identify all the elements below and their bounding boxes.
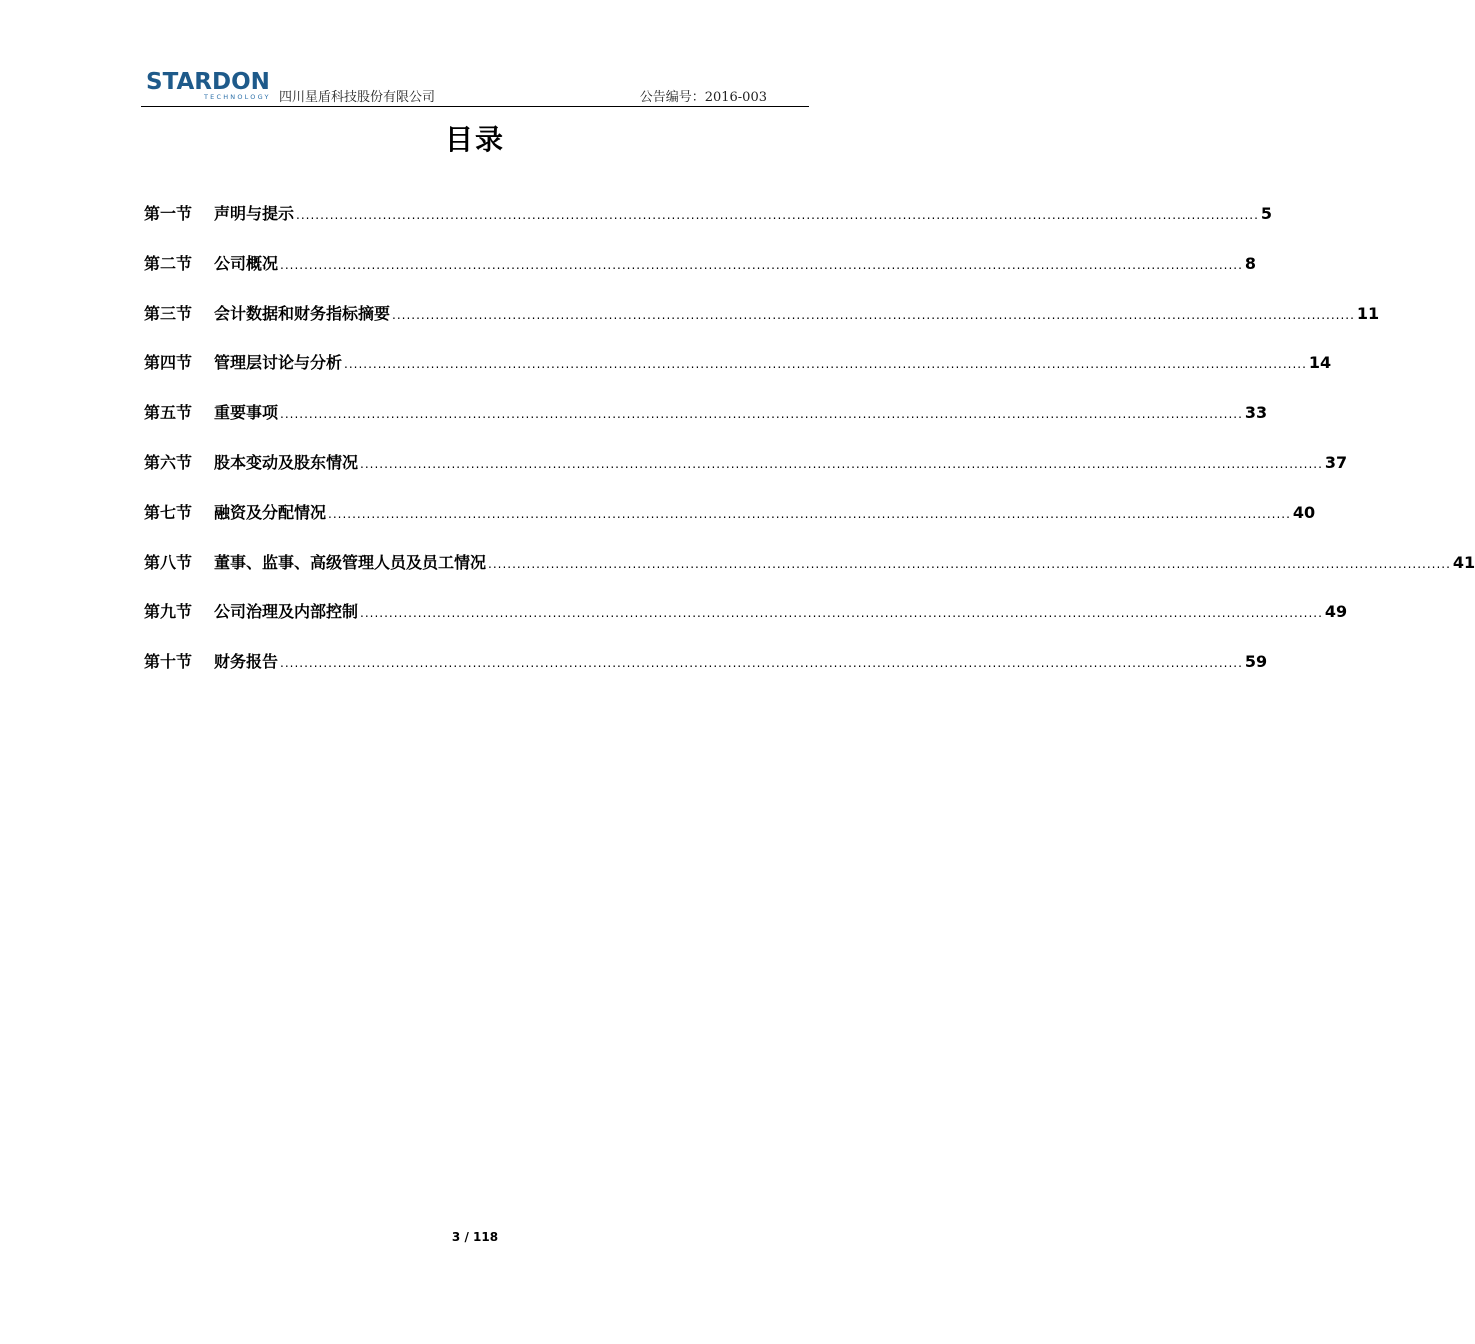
toc-entry[interactable]	[144, 349, 1332, 399]
toc-section-number: 第二节	[144, 253, 193, 273]
toc-section-number: 第七节	[144, 502, 193, 522]
toc-entry[interactable]	[144, 300, 1380, 350]
toc-page-number: 8	[1244, 253, 1257, 273]
page-indicator: 3 / 118	[451, 1230, 499, 1244]
toc-section-number: 第一节	[144, 204, 193, 223]
toc-leader-dots: ........................................................................................................................................................................................................	[360, 606, 1323, 621]
toc-section-number: 第六节	[144, 452, 193, 472]
toc-entry[interactable]	[144, 648, 1268, 698]
toc-page-number: 37	[1324, 452, 1348, 472]
toc-page-number: 40	[1292, 502, 1316, 522]
page-title: 目录	[444, 123, 505, 156]
toc-section-title: 融资及分配情况	[214, 502, 327, 522]
toc-section-number: 第十节	[144, 652, 193, 672]
toc-leader-dots: ........................................................................................................................................................................................................	[392, 307, 1355, 322]
toc-page-number: 11	[1356, 303, 1380, 323]
logo-subtitle: TECHNOLOGY	[204, 93, 271, 101]
toc-leader-dots: ........................................................................................................................................................................................................	[328, 506, 1291, 521]
toc-section-title: 会计数据和财务指标摘要	[214, 303, 391, 323]
toc-page-number: 41	[1452, 552, 1475, 572]
toc-entry[interactable]	[144, 598, 1348, 648]
logo-wordmark: STARDON	[146, 69, 270, 95]
toc-entry[interactable]	[144, 200, 1273, 250]
toc-leader-dots: ........................................................................................................................................................................................................	[280, 257, 1243, 272]
toc-section-title: 声明与提示	[214, 204, 295, 223]
toc-entry[interactable]	[144, 549, 1475, 599]
toc-leader-dots: ........................................................................................................................................................................................................	[344, 357, 1307, 372]
company-logo	[146, 69, 281, 103]
toc-leader-dots: ........................................................................................................................................................................................................	[280, 656, 1243, 671]
toc-page-number: 5	[1260, 204, 1273, 223]
toc-leader-dots: ........................................................................................................................................................................................................	[488, 556, 1451, 571]
toc-section-title: 管理层讨论与分析	[214, 353, 343, 373]
table-of-contents	[144, 200, 1475, 698]
company-name: 四川星盾科技股份有限公司	[279, 90, 436, 105]
toc-leader-dots: ........................................................................................................................................................................................................	[360, 456, 1323, 471]
toc-entry[interactable]	[144, 499, 1316, 549]
toc-section-title: 重要事项	[214, 403, 279, 423]
toc-entry[interactable]	[144, 250, 1257, 300]
notice-number: 公告编号：2016-003	[639, 90, 767, 105]
toc-section-title: 公司概况	[214, 253, 279, 273]
toc-section-number: 第八节	[144, 552, 193, 572]
toc-section-title: 财务报告	[214, 652, 279, 672]
toc-leader-dots: ........................................................................................................................................................................................................	[280, 407, 1243, 422]
toc-page-number: 49	[1324, 602, 1348, 622]
toc-section-title: 公司治理及内部控制	[214, 602, 359, 622]
toc-leader-dots: ........................................................................................................................................................................................................	[296, 208, 1259, 222]
toc-page-number: 59	[1244, 652, 1268, 672]
toc-section-number: 第九节	[144, 602, 193, 622]
toc-page-number: 14	[1308, 353, 1332, 373]
toc-page-number: 33	[1244, 403, 1268, 423]
toc-section-title: 董事、监事、高级管理人员及员工情况	[214, 552, 487, 572]
toc-section-number: 第五节	[144, 403, 193, 423]
toc-section-number: 第四节	[144, 353, 193, 373]
toc-entry[interactable]	[144, 399, 1268, 449]
toc-section-title: 股本变动及股东情况	[214, 452, 359, 472]
toc-section-number: 第三节	[144, 303, 193, 323]
page-header	[141, 66, 809, 107]
toc-entry[interactable]	[144, 449, 1348, 499]
